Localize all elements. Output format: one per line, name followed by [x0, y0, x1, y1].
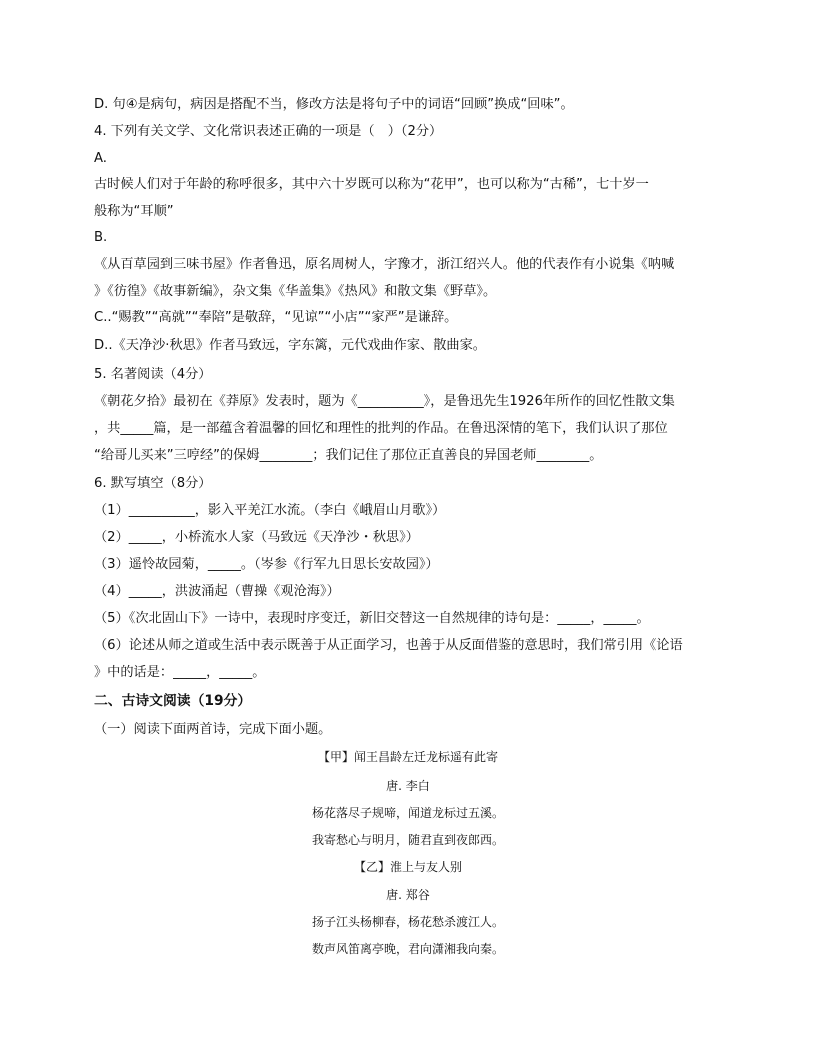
fill-item-2: （2）_____，小桥流水人家（马致远《天净沙・秋思》） — [94, 530, 419, 545]
option-d: D..《天净沙·秋思》作者马致远，字东篱，元代戏曲作家、散曲家。 — [94, 338, 486, 353]
question-6: 6. 默写填空（8分） — [94, 476, 212, 491]
option-a-text: 古时候人们对于年龄的称呼很多，其中六十岁既可以称为“花甲”，也可以称为“古稀”，七十岁一 — [94, 177, 649, 192]
fill-item-5: （5）《次北固山下》一诗中，表现时序变迁，新旧交替这一自然规律的诗句是：_____，_____。 — [94, 611, 650, 626]
option-a-label: A. — [94, 151, 107, 166]
poem-line: 我寄愁心与明月，随君直到夜郎西。 — [311, 833, 504, 847]
fill-item-6: 》中的话是：_____，_____。 — [94, 665, 266, 680]
question-5-text: 《朝花夕拾》最初在《莽原》发表时，题为《__________》，是鲁迅先生1926年所作的回忆性散文集 — [94, 394, 675, 409]
section-title: 二、古诗文阅读（19分） — [94, 693, 252, 709]
option-b-text: 《从百草园到三味书屋》作者鲁迅，原名周树人，字豫才，浙江绍兴人。他的代表作有小说集《呐喊 — [94, 257, 675, 272]
poem-title: 【乙】淮上与友人别 — [353, 860, 462, 874]
poem-line: 数声风笛离亭晚，君向潇湘我向秦。 — [311, 942, 504, 956]
fill-item-3: （3）遥怜故园菊，_____。（岑参《行军九日思长安故园》） — [94, 557, 439, 572]
poem-line: 扬子江头杨柳春，杨花愁杀渡江人。 — [311, 915, 504, 929]
question-5-text: “给哥儿买来”三哼经”的保姆________；我们记住了那位正直善良的异国老师________。 — [94, 448, 603, 463]
option-d-q3: D. 句④是病句，病因是搭配不当，修改方法是将句子中的词语“回顾”换成“回味”。 — [94, 97, 574, 112]
option-b-label: B. — [94, 230, 108, 245]
option-a-text: 般称为“耳顺” — [94, 204, 174, 219]
question-4: 4. 下列有关文学、文化常识表述正确的一项是（ ）（2分） — [94, 124, 443, 139]
fill-item-6: （6）论述从师之道或生活中表示既善于从正面学习，也善于从反面借鉴的意思时，我们常引用《论语 — [94, 638, 683, 653]
option-c: C..“赐教”“高就”“奉陪”是敬辞，“见谅”“小店”“家严”是谦辞。 — [94, 310, 458, 325]
subsection-instruction: （一）阅读下面两首诗，完成下面小题。 — [94, 722, 332, 737]
fill-item-1: （1）__________，影入平羌江水流。（李白《峨眉山月歌》） — [94, 503, 446, 518]
question-5-text: ，共_____篇，是一部蕴含着温馨的回忆和理性的批判的作品。在鲁迅深情的笔下，我们认识了那位 — [94, 421, 668, 436]
poem-line: 杨花落尽子规啼，闻道龙标过五溪。 — [311, 806, 504, 820]
option-b-text: 》《彷徨》《故事新编》，杂文集《华盖集》《热风》和散文集《野草》。 — [94, 284, 497, 299]
poem-author: 唐. 李白 — [386, 779, 430, 793]
poem-title: 【甲】闻王昌龄左迁龙标遥有此寄 — [317, 750, 498, 764]
question-5: 5. 名著阅读（4分） — [94, 367, 212, 382]
fill-item-4: （4）_____，洪波涌起（曹操《观沧海》） — [94, 584, 340, 599]
poem-author: 唐. 郑谷 — [386, 888, 430, 902]
